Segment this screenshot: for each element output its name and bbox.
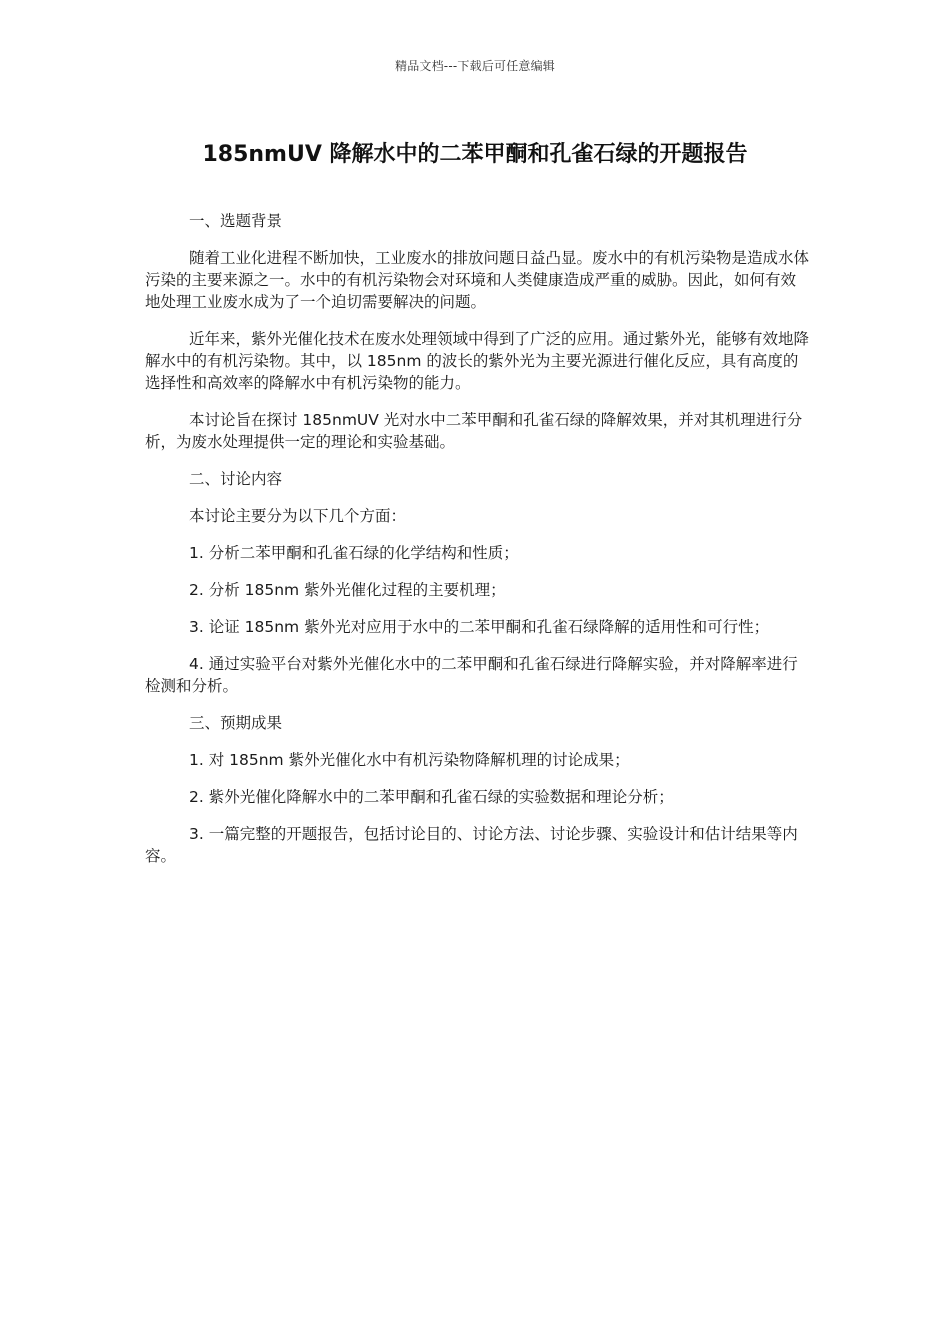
outcome-list-item: 1. 对 185nm 紫外光催化水中有机污染物降解机理的讨论成果； <box>189 751 630 769</box>
section-heading-outcomes: 三、预期成果 <box>189 714 283 732</box>
background-paragraph: 随着工业化进程不断加快，工业废水的排放问题日益凸显。废水中的有机污染物是造成水体污染的主要来源之一。水中的有机污染物会对环境和人类健康造成严重的威胁。因此，如何有效地处理工业废水成为了一个迫切需要解决的问题。 <box>145 249 810 311</box>
content-intro: 本讨论主要分为以下几个方面： <box>189 507 407 525</box>
section-heading-content: 二、讨论内容 <box>189 470 283 488</box>
content-list-item: 3. 论证 185nm 紫外光对应用于水中的二苯甲酮和孔雀石绿降解的适用性和可行性； <box>189 618 770 636</box>
document-body <box>145 210 810 882</box>
content-list-item: 4. 通过实验平台对紫外光催化水中的二苯甲酮和孔雀石绿进行降解实验，并对降解率进行检测和分析。 <box>145 655 798 695</box>
content-list-item: 1. 分析二苯甲酮和孔雀石绿的化学结构和性质； <box>189 544 519 562</box>
section-heading-background: 一、选题背景 <box>189 212 283 230</box>
background-paragraph: 近年来，紫外光催化技术在废水处理领域中得到了广泛的应用。通过紫外光，能够有效地降解水中的有机污染物。其中，以 185nm 的波长的紫外光为主要光源进行催化反应，具有高度的选择性和高效率的降解水中有机污染物的能力。 <box>145 330 810 392</box>
background-paragraph: 本讨论旨在探讨 185nmUV 光对水中二苯甲酮和孔雀石绿的降解效果，并对其机理进行分析，为废水处理提供一定的理论和实验基础。 <box>145 411 803 451</box>
header-note: 精品文档---下载后可任意编辑 <box>395 59 555 73</box>
outcome-list-item: 2. 紫外光催化降解水中的二苯甲酮和孔雀石绿的实验数据和理论分析； <box>189 788 674 806</box>
outcome-list-item: 3. 一篇完整的开题报告，包括讨论目的、讨论方法、讨论步骤、实验设计和估计结果等内容。 <box>145 825 798 865</box>
content-list-item: 2. 分析 185nm 紫外光催化过程的主要机理； <box>189 581 506 599</box>
document-title: 185nmUV 降解水中的二苯甲酮和孔雀石绿的开题报告 <box>202 142 748 167</box>
